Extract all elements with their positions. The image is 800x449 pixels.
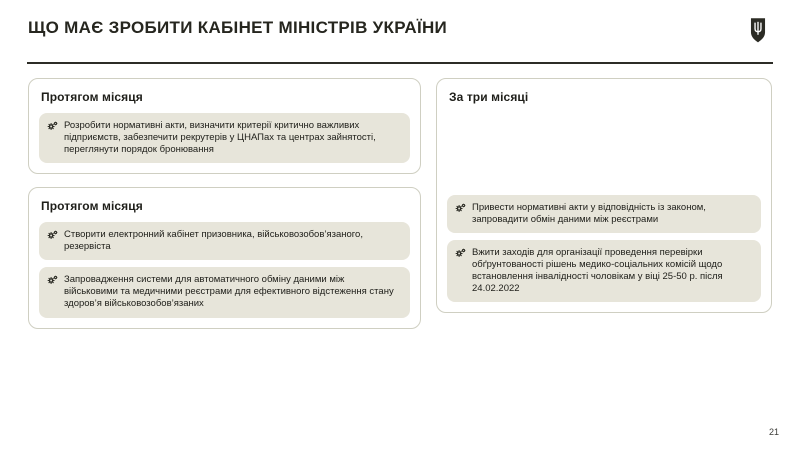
task-text: Розробити нормативні акти, визначити критерії критично важливих підприємств, забезпечити рекрутерів у ЦНАПах та центрах зайнятості, переглянути порядок бронювання: [64, 120, 376, 156]
gears-icon: [455, 203, 466, 214]
page-number: 21: [768, 427, 779, 437]
slide-header: [0, 0, 800, 49]
left-column: [28, 78, 421, 329]
gears-icon: [47, 275, 58, 286]
card-within-month-1: [28, 78, 421, 174]
task-list: [39, 113, 410, 163]
gears-icon: [47, 121, 58, 132]
task-item: [39, 113, 410, 163]
task-item: [447, 195, 761, 233]
task-list: [39, 222, 410, 317]
task-list: [447, 195, 761, 302]
page-title: ЩО МАЄ ЗРОБИТИ КАБІНЕТ МІНІСТРІВ УКРАЇНИ: [28, 18, 448, 37]
card-title: За три місяці: [449, 90, 529, 104]
task-text: Створити електронний кабінет призовника, військовозобов’язаного, резервіста: [64, 229, 363, 253]
card-title: Протягом місяця: [41, 90, 143, 104]
right-column: [436, 78, 772, 313]
task-item: [39, 267, 410, 317]
card-three-months: [436, 78, 772, 313]
task-item: [447, 240, 761, 302]
header-divider: [27, 62, 773, 64]
card-title: Протягом місяця: [41, 199, 143, 214]
task-text: Вжити заходів для організації проведення перевірки обґрунтованості рішень медико-соціальних комісій щодо встановлення інвалідності чоловікам у віці 25-50 р. після 24.02.2022: [472, 246, 723, 294]
task-item: [39, 222, 410, 260]
gears-icon: [47, 230, 58, 241]
content: [28, 78, 772, 329]
task-text: Привести нормативні акти у відповідність із законом, запровадити обмін даними між реєстрами: [472, 201, 706, 225]
gears-icon: [455, 248, 466, 259]
task-text: Запровадження системи для автоматичного обміну даними між військовими та медичними реєстрами для ефективного відстеження стану здоров’я військовозобов’язаних: [64, 274, 394, 310]
trident-shield-logo: [750, 17, 766, 49]
card-within-month-2: [28, 187, 421, 328]
